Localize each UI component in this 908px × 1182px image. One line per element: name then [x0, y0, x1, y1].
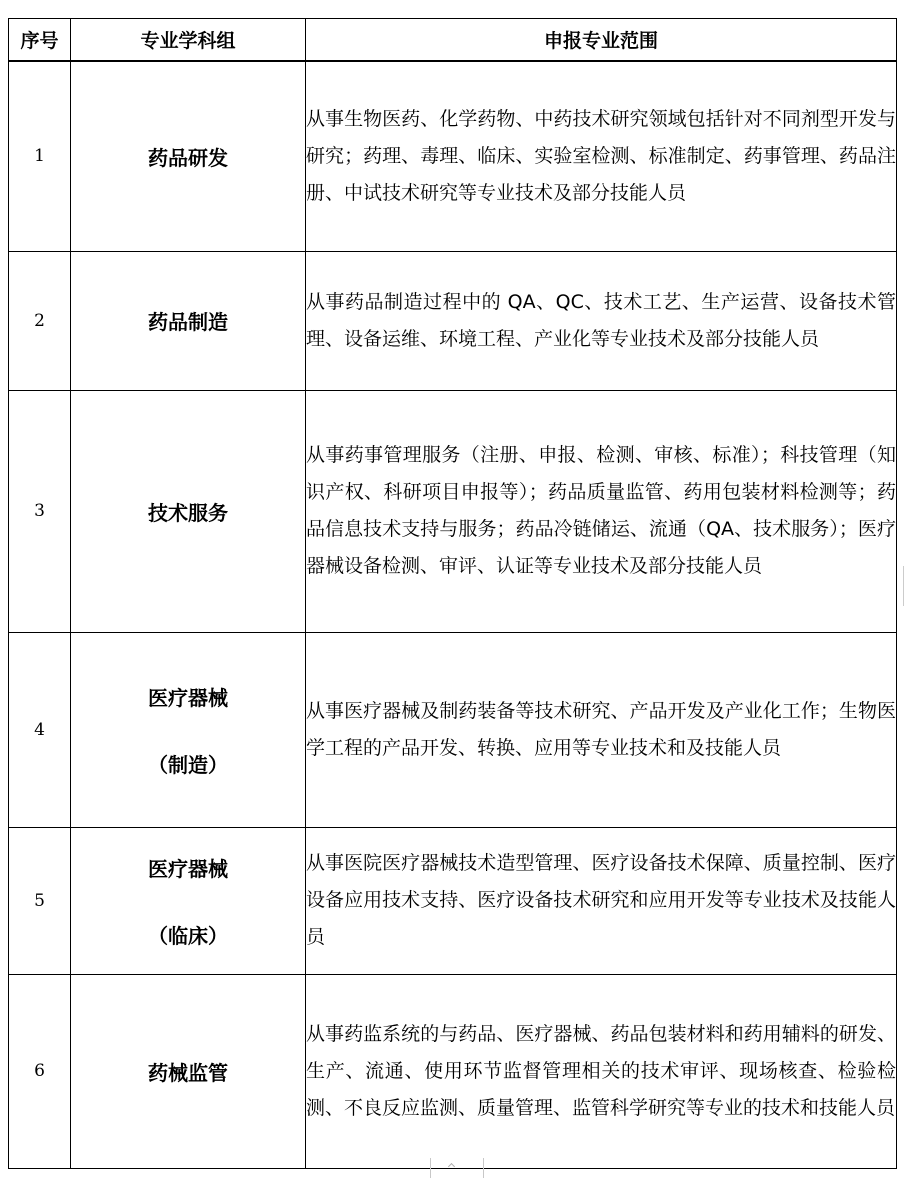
header-row: [9, 19, 897, 62]
table-row: [9, 390, 897, 632]
edge-divider: [903, 566, 904, 606]
group-name: 技术服务: [148, 500, 228, 525]
group-name: 药品制造: [148, 310, 228, 334]
specialty-group: [71, 632, 306, 827]
header-no: 序号: [9, 19, 71, 62]
group-subname: （临床）: [148, 923, 228, 948]
row-number: 4: [9, 632, 71, 827]
specialty-table: [8, 18, 897, 1169]
row-number: 6: [9, 974, 71, 1168]
specialty-group: [71, 251, 306, 390]
group-name: 医疗器械: [148, 685, 228, 710]
application-range: 从事药品制造过程中的 QA、QC、技术工艺、生产运营、设备技术管理、设备运维、环境工程、产业化等专业技术及部分技能人员: [306, 251, 897, 390]
expand-arrow-icon: [430, 1158, 484, 1178]
header-range: 申报专业范围: [306, 19, 897, 62]
header-group: 专业学科组: [71, 19, 306, 62]
row-number: 2: [9, 251, 71, 390]
table-row: [9, 251, 897, 390]
row-number: 1: [9, 61, 71, 251]
group-name: 药械监管: [148, 1060, 228, 1085]
application-range: 从事生物医药、化学药物、中药技术研究领域包括针对不同剂型开发与研究；药理、毒理、临床、实验室检测、标准制定、药事管理、药品注册、中试技术研究等专业技术及部分技能人员: [306, 61, 897, 251]
row-number: 5: [9, 827, 71, 974]
application-range: 从事药监系统的与药品、医疗器械、药品包装材料和药用辅料的研发、生产、流通、使用环节监督管理相关的技术审评、现场核查、检验检测、不良反应监测、质量管理、监管科学研究等专业的技术和技能人员: [306, 974, 897, 1168]
specialty-group: [71, 61, 306, 251]
table-row: [9, 974, 897, 1168]
application-range: 从事医疗器械及制药装备等技术研究、产品开发及产业化工作；生物医学工程的产品开发、转换、应用等专业技术和及技能人员: [306, 632, 897, 827]
application-range: 从事药事管理服务（注册、申报、检测、审核、标准）；科技管理（知识产权、科研项目申报等）；药品质量监管、药用包装材料检测等；药品信息技术支持与服务；药品冷链储运、流通（QA、技术服务）；医疗器械设备检测、审评、认证等专业技术及部分技能人员: [306, 390, 897, 632]
specialty-group: [71, 974, 306, 1168]
specialty-group: [71, 827, 306, 974]
specialty-group: [71, 390, 306, 632]
table-row: [9, 827, 897, 974]
table-row: [9, 632, 897, 827]
group-subname: （制造）: [148, 752, 228, 777]
row-number: 3: [9, 390, 71, 632]
application-range: 从事医院医疗器械技术造型管理、医疗设备技术保障、质量控制、医疗设备应用技术支持、医疗设备技术研究和应用开发等专业技术及技能人员: [306, 827, 897, 974]
table-row: [9, 61, 897, 251]
group-name: 药品研发: [148, 145, 228, 170]
group-name: 医疗器械: [148, 856, 228, 881]
